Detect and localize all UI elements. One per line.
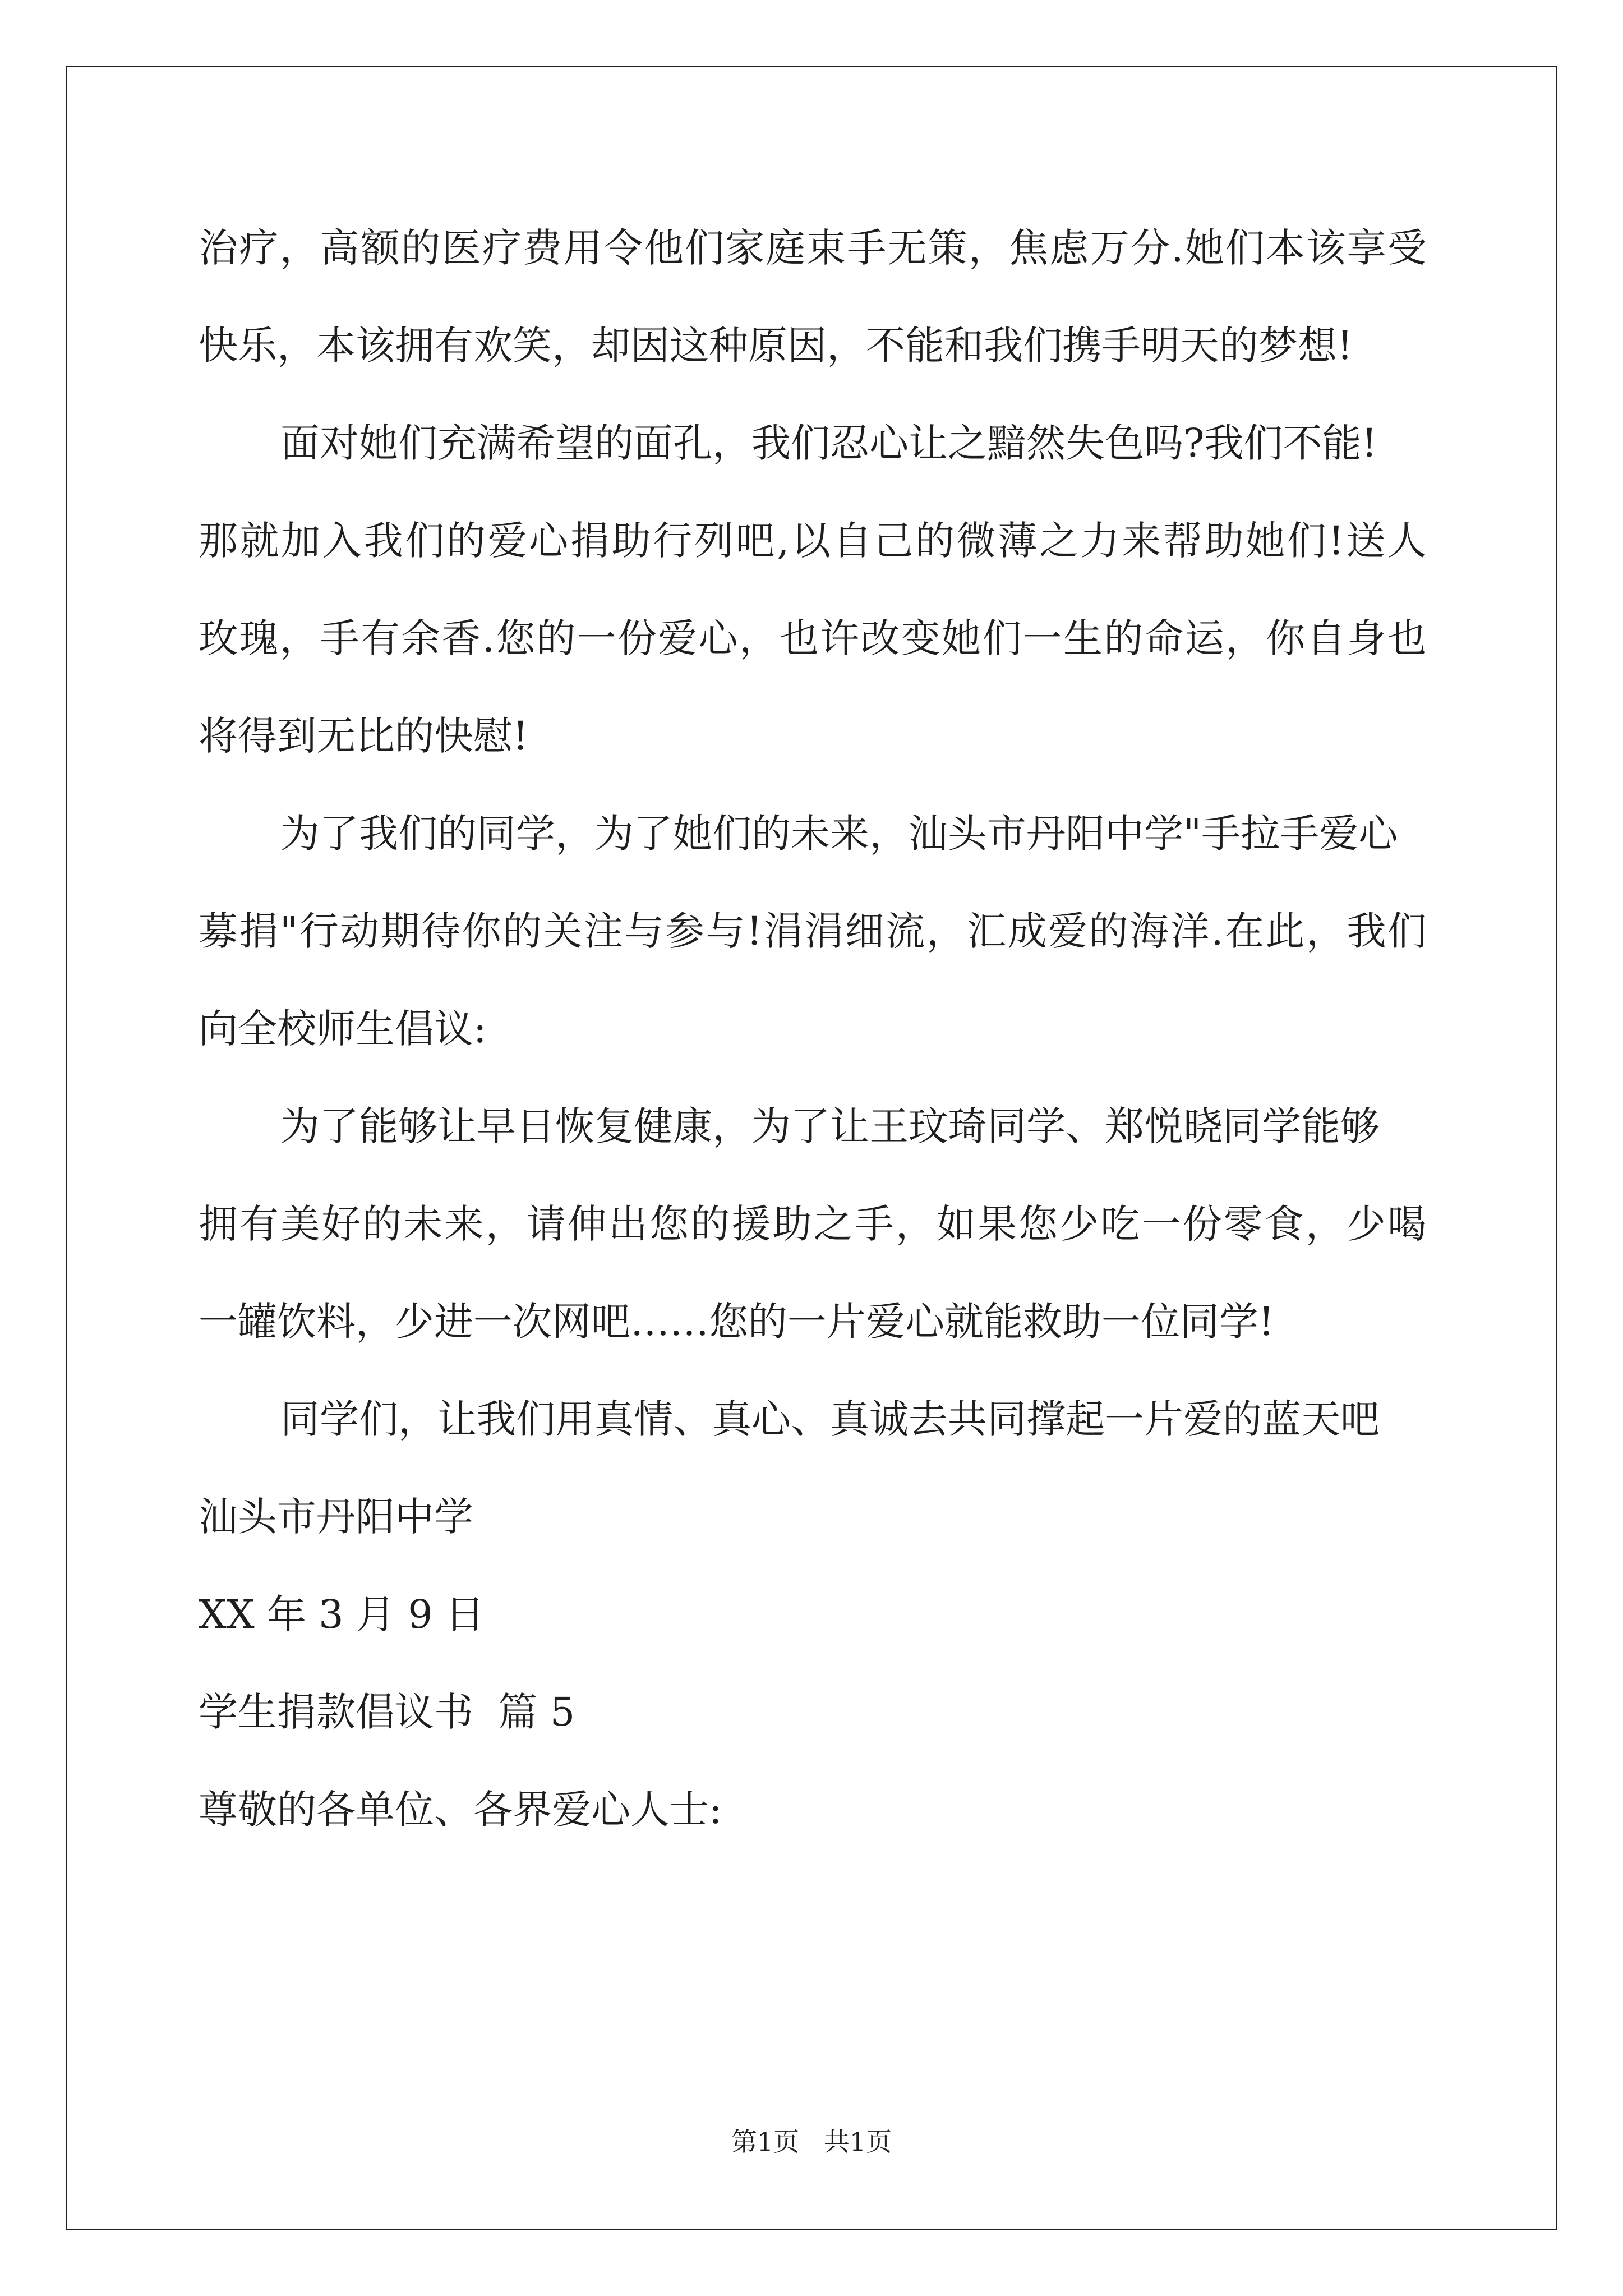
document-body	[199, 199, 1427, 1858]
paragraph-line: 治疗，高额的医疗费用令他们家庭束手无策，焦虑万分.她们本该享受	[199, 225, 1427, 271]
paragraph-line: 一罐饮料，少进一次网吧……您的一片爱心就能救助一位同学!	[199, 1299, 1275, 1345]
paragraph-line: 快乐，本该拥有欢笑，却因这种原因，不能和我们携手明天的梦想!	[199, 323, 1353, 369]
paragraph-line: 为了能够让早日恢复健康，为了让王玟琦同学、郑悦晓同学能够	[280, 1103, 1380, 1149]
paragraph-line: 那就加入我们的爱心捐助行列吧,以自己的微薄之力来帮助她们!送人	[199, 518, 1427, 564]
paragraph-line: 向全校师生倡议:	[199, 1006, 487, 1052]
signature-date: XX 年 3 月 9 日	[199, 1591, 485, 1637]
page-footer: 第1页 共1页	[731, 2127, 892, 2157]
paragraph-line: 将得到无比的快慰!	[199, 713, 529, 759]
paragraph-line: 面对她们充满希望的面孔，我们忍心让之黯然失色吗?我们不能!	[280, 420, 1377, 466]
paragraph-line: 募捐"行动期待你的关注与参与!涓涓细流，汇成爱的海洋.在此，我们	[199, 908, 1427, 954]
signature-organization: 汕头市丹阳中学	[199, 1494, 473, 1540]
paragraph-line: 玫瑰，手有余香.您的一份爱心，也许改变她们一生的命运，你自身也	[199, 615, 1427, 661]
salutation: 尊敬的各单位、各界爱心人士:	[199, 1787, 722, 1833]
section-title: 学生捐款倡议书 篇 5	[199, 1689, 575, 1735]
paragraph-line: 同学们，让我们用真情、真心、真诚去共同撑起一片爱的蓝天吧	[280, 1396, 1380, 1442]
paragraph-line: 拥有美好的未来，请伸出您的援助之手，如果您少吃一份零食，少喝	[199, 1201, 1427, 1247]
paragraph-line: 为了我们的同学，为了她们的未来，汕头市丹阳中学"手拉手爱心	[280, 811, 1398, 857]
